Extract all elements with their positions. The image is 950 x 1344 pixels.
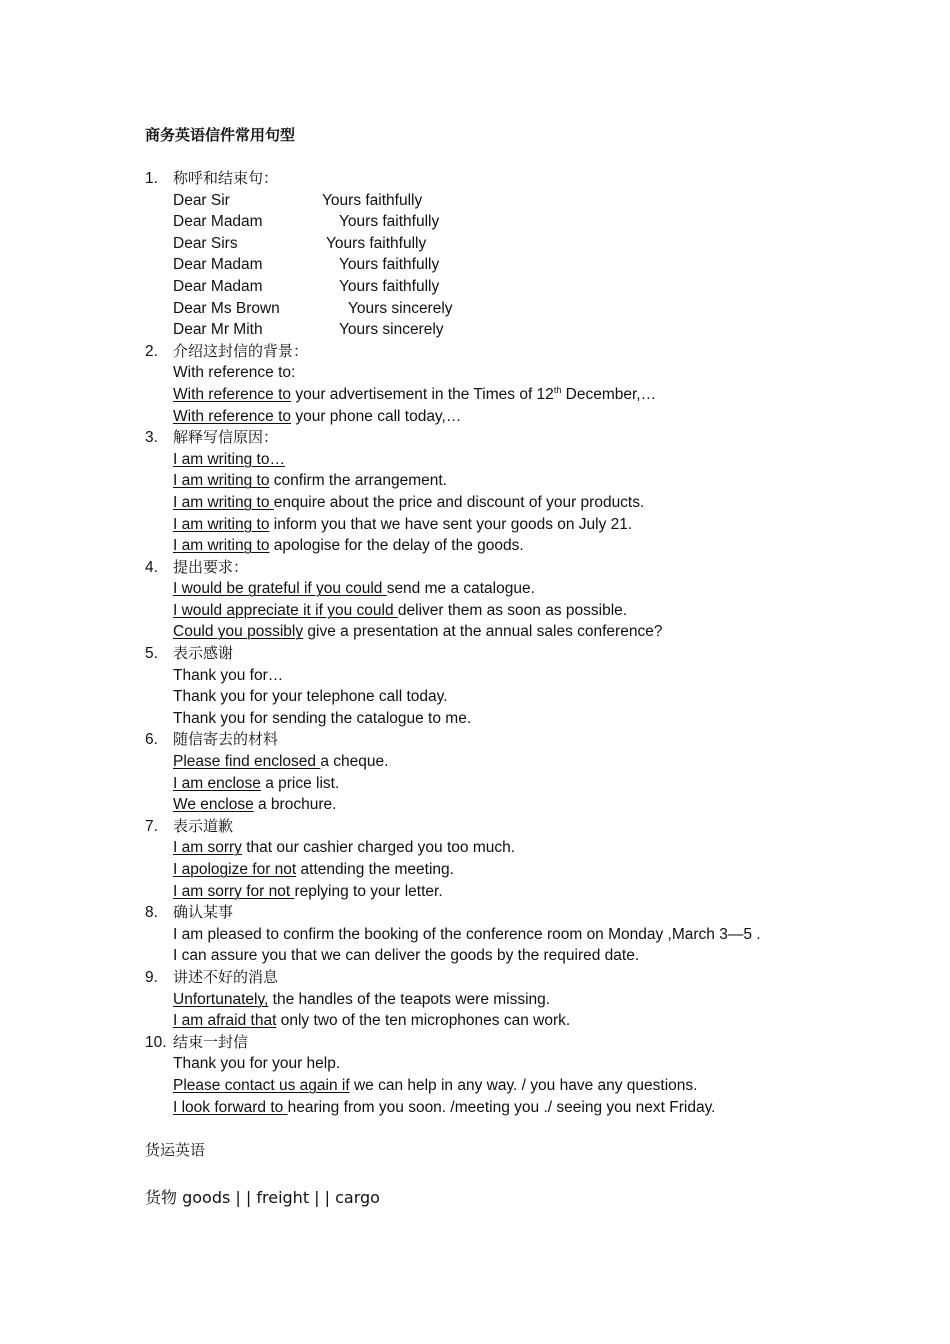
example-sentence — [173, 989, 825, 1011]
freight-english-heading: 货运英语 — [145, 1141, 206, 1159]
goods-english: goods | | freight | | cargo — [177, 1188, 380, 1207]
section-5 — [145, 643, 825, 729]
sentence-rest: your advertisement in the Times of 12 — [291, 385, 554, 403]
example-sentence — [173, 449, 825, 471]
complimentary-close: Yours faithfully — [322, 191, 423, 209]
section-8 — [145, 902, 825, 967]
section-7 — [145, 816, 825, 902]
section-number: 4. — [145, 558, 158, 576]
sentence-rest: enquire about the price and discount of your products. — [273, 493, 645, 511]
example-sentence — [173, 1075, 825, 1097]
sentence-rest: that our cashier charged you too much. — [241, 839, 516, 857]
section-heading: 确认某事 — [173, 903, 234, 922]
complimentary-close: Yours faithfully — [326, 234, 427, 252]
key-phrase: I am sorry — [173, 839, 242, 857]
section-1 — [145, 168, 825, 341]
key-phrase: I am writing to — [173, 537, 270, 555]
key-phrase: I am writing to — [173, 493, 274, 511]
sentence-rest: we can help in any way. / you have any questions. — [349, 1076, 698, 1094]
salutation-row — [173, 276, 825, 298]
sentence-rest: confirm the arrangement. — [269, 472, 447, 490]
salutation: Dear Madam — [173, 277, 263, 295]
section-heading: 称呼和结束句： — [173, 169, 279, 187]
section-heading: 结束一封信 — [173, 1032, 249, 1051]
ordinal-suffix: th — [553, 384, 562, 395]
section-heading: 提出要求： — [173, 557, 249, 576]
section-heading: 介绍这封信的背景： — [173, 341, 309, 360]
example-sentence — [173, 1010, 825, 1032]
key-phrase: We enclose — [173, 796, 254, 814]
sentence-rest: deliver them as soon as possible. — [397, 601, 628, 619]
section-number: 5. — [145, 645, 158, 663]
sentence-rest: replying to your letter. — [294, 882, 443, 900]
example-sentence — [173, 773, 825, 795]
example-sentence — [173, 794, 825, 816]
example-sentence — [173, 665, 825, 687]
complimentary-close: Yours sincerely — [339, 321, 444, 339]
section-heading: 表示道歉 — [173, 816, 234, 835]
example-sentence — [173, 621, 825, 643]
example-sentence — [173, 362, 825, 384]
section-heading: 解释写信原因： — [173, 428, 279, 447]
sentence-text: Thank you for your help. — [173, 1055, 341, 1073]
example-sentence — [173, 578, 825, 600]
example-sentence — [173, 686, 825, 708]
sentence-rest: December,… — [561, 385, 657, 403]
section-heading: 讲述不好的消息 — [173, 967, 279, 986]
example-sentence — [173, 470, 825, 492]
key-phrase: I apologize for not — [173, 861, 297, 878]
example-sentence — [173, 708, 825, 730]
example-sentence — [173, 837, 825, 859]
section-number: 9. — [145, 968, 158, 986]
key-phrase: I would be grateful if you could — [173, 580, 387, 598]
example-sentence — [173, 945, 825, 967]
example-sentence — [173, 384, 825, 406]
key-phrase: With reference to — [173, 407, 292, 425]
example-sentence — [173, 514, 825, 536]
phrase-list — [145, 168, 825, 1118]
key-phrase: I look forward to — [173, 1098, 288, 1116]
section-number: 8. — [145, 904, 158, 922]
section-6 — [145, 729, 825, 815]
salutation-row — [173, 298, 825, 320]
key-phrase: I am afraid that — [173, 1012, 277, 1030]
example-sentence — [173, 492, 825, 514]
key-phrase: I am writing to… — [173, 450, 285, 468]
document-title: 商务英语信件常用句型 — [145, 126, 296, 144]
salutation-row — [173, 211, 825, 233]
section-number: 7. — [145, 817, 158, 835]
example-sentence — [173, 859, 825, 881]
example-sentence — [173, 751, 825, 773]
example-sentence — [173, 535, 825, 557]
sentence-text: I can assure you that we can deliver the goods by the required date. — [173, 947, 640, 965]
salutation: Dear Madam — [173, 213, 263, 231]
section-number: 10. — [145, 1033, 167, 1051]
sentence-rest: a price list. — [260, 774, 340, 792]
goods-vocabulary-line — [145, 1185, 380, 1208]
complimentary-close: Yours faithfully — [339, 213, 440, 231]
sentence-text: Thank you for your telephone call today. — [173, 688, 448, 706]
goods-chinese: 货物 — [145, 1188, 178, 1207]
sentence-rest: attending the meeting. — [296, 861, 454, 878]
sentence-rest: the handles of the teapots were missing. — [268, 990, 551, 1008]
example-sentence — [173, 1097, 825, 1119]
key-phrase: With reference to — [173, 385, 292, 403]
section-9 — [145, 967, 825, 1032]
section-number: 3. — [145, 429, 158, 447]
key-phrase: I am enclose — [173, 774, 261, 792]
section-number: 2. — [145, 342, 158, 360]
complimentary-close: Yours sincerely — [348, 299, 453, 317]
example-sentence — [173, 600, 825, 622]
section-heading: 表示感谢 — [173, 644, 234, 663]
sentence-rest: send me a catalogue. — [386, 580, 535, 598]
sentence-rest: apologise for the delay of the goods. — [269, 537, 524, 555]
salutation-row — [173, 190, 825, 212]
key-phrase: I would appreciate it if you could — [173, 601, 398, 619]
section-4 — [145, 557, 825, 643]
sentence-rest: a brochure. — [253, 796, 337, 814]
key-phrase: Unfortunately, — [173, 990, 269, 1008]
section-heading: 随信寄去的材料 — [173, 730, 279, 749]
example-sentence — [173, 924, 825, 946]
salutation-row — [173, 254, 825, 276]
section-number: 6. — [145, 731, 158, 749]
key-phrase: I am writing to — [173, 515, 270, 533]
section-2 — [145, 341, 825, 427]
salutation: Dear Mr Mith — [173, 321, 263, 339]
key-phrase: I am writing to — [173, 472, 270, 490]
key-phrase: Please find enclosed — [173, 753, 321, 771]
sentence-rest: inform you that we have sent your goods on July 21. — [269, 515, 633, 533]
example-sentence — [173, 1053, 825, 1075]
key-phrase: Please contact us again if — [173, 1076, 350, 1094]
sentence-rest: give a presentation at the annual sales conference? — [303, 623, 663, 641]
salutation: Dear Ms Brown — [173, 299, 280, 317]
key-phrase: Could you possibly — [173, 623, 304, 641]
section-3 — [145, 427, 825, 557]
section-number: 1. — [145, 170, 158, 187]
sentence-text: I am pleased to confirm the booking of the conference room on Monday ,March 3—5 . — [173, 925, 761, 943]
salutation-row — [173, 233, 825, 255]
section-10 — [145, 1032, 825, 1118]
sentence-text: Thank you for… — [173, 666, 284, 684]
key-phrase: I am sorry for not — [173, 882, 295, 900]
sentence-rest: only two of the ten microphones can work. — [276, 1012, 571, 1030]
sentence-text: Thank you for sending the catalogue to me. — [173, 709, 472, 727]
sentence-rest: a cheque. — [320, 753, 389, 771]
sentence-rest: hearing from you soon. /meeting you ./ seeing you next Friday. — [287, 1098, 716, 1116]
complimentary-close: Yours faithfully — [339, 256, 440, 274]
salutation: Dear Madam — [173, 256, 263, 274]
salutation: Dear Sirs — [173, 234, 238, 252]
salutation: Dear Sir — [173, 191, 230, 209]
complimentary-close: Yours faithfully — [339, 277, 440, 295]
example-sentence — [173, 881, 825, 903]
example-sentence — [173, 406, 825, 428]
salutation-row — [173, 319, 825, 341]
sentence-rest: your phone call today,… — [291, 407, 462, 425]
sentence-text: With reference to: — [173, 364, 296, 382]
